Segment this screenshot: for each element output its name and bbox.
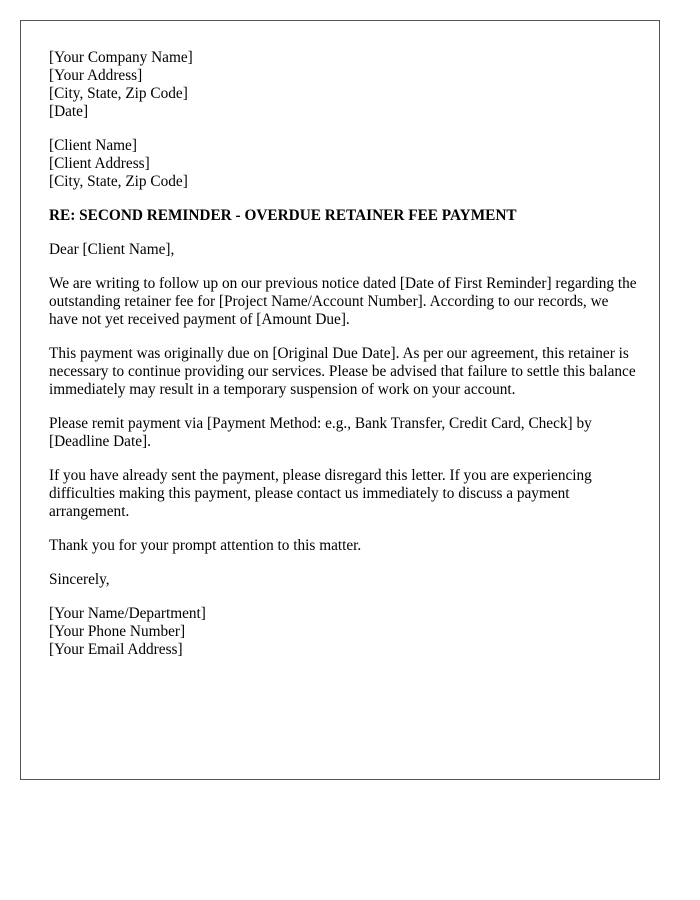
sender-address: [Your Address] bbox=[49, 67, 143, 84]
letter-page bbox=[20, 20, 660, 780]
paragraph-remit-payment: Please remit payment via [Payment Method: e.g., Bank Transfer, Credit Card, Check] by [Deadline Date]. bbox=[49, 415, 592, 450]
recipient-address: [Client Address] bbox=[49, 155, 150, 172]
signature-phone: [Your Phone Number] bbox=[49, 623, 186, 640]
paragraph-thank-you: Thank you for your prompt attention to this matter. bbox=[49, 537, 362, 554]
subject-line: RE: SECOND REMINDER - OVERDUE RETAINER FEE PAYMENT bbox=[49, 207, 517, 224]
signature-email: [Your Email Address] bbox=[49, 641, 183, 658]
sender-company: [Your Company Name] bbox=[49, 49, 193, 66]
signature-name: [Your Name/Department] bbox=[49, 605, 206, 622]
sender-city-state-zip: [City, State, Zip Code] bbox=[49, 85, 188, 102]
recipient-address-block bbox=[49, 137, 639, 191]
paragraph-follow-up: We are writing to follow up on our previous notice dated [Date of First Reminder] regarding the outstanding retainer fee for [Project Name/Account Number]. According to our records, we have not yet received payment of [Amount Due]. bbox=[49, 275, 637, 328]
salutation: Dear [Client Name], bbox=[49, 241, 175, 258]
paragraph-due-date: This payment was originally due on [Original Due Date]. As per our agreement, this retainer is necessary to continue providing our services. Please be advised that failure to settle this balance immediately may result in a temporary suspension of work on your account. bbox=[49, 345, 636, 398]
recipient-city-state-zip: [City, State, Zip Code] bbox=[49, 173, 188, 190]
letter-body bbox=[49, 49, 639, 675]
paragraph-already-paid: If you have already sent the payment, please disregard this letter. If you are experiencing difficulties making this payment, please contact us immediately to discuss a payment arrangement. bbox=[49, 467, 592, 520]
signature-block bbox=[49, 605, 639, 659]
letter-date: [Date] bbox=[49, 103, 89, 120]
sender-address-block bbox=[49, 49, 639, 121]
recipient-name: [Client Name] bbox=[49, 137, 137, 154]
closing: Sincerely, bbox=[49, 571, 110, 588]
